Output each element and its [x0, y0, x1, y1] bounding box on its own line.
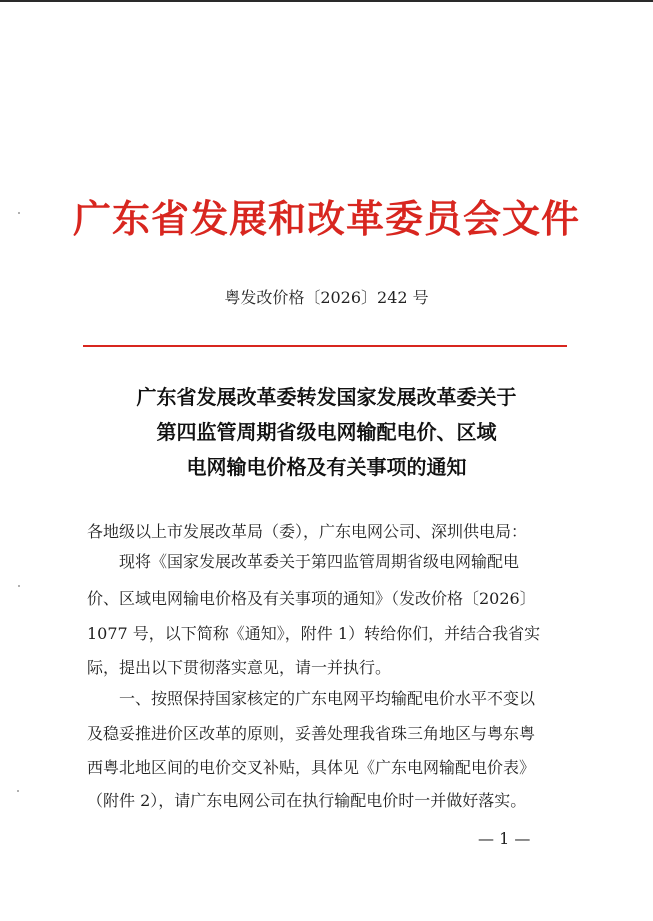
notice-title-line: 广东省发展改革委转发国家发展改革委关于	[136, 385, 517, 409]
scan-speck	[17, 790, 19, 792]
document-number: 粤发改价格〔2026〕242 号	[224, 288, 429, 307]
paragraph-1-line: 价、区域电网输电价格及有关事项的通知》（发改价格〔2026〕	[87, 589, 536, 608]
page-top-border	[0, 0, 653, 2]
notice-title	[0, 380, 653, 485]
paragraph-2-line: 及稳妥推进价区改革的原则，妥善处理我省珠三角地区与粤东粤	[87, 724, 536, 743]
salutation: 各地级以上市发展改革局（委），广东电网公司、深圳供电局：	[87, 522, 528, 541]
notice-title-line: 第四监管周期省级电网输配电价、区域	[156, 420, 497, 444]
page-number: — 1 —	[478, 829, 531, 848]
issuer-title: 广东省发展和改革委员会文件	[72, 196, 580, 241]
notice-title-line: 电网输电价格及有关事项的通知	[186, 455, 467, 479]
paragraph-2-line: （附件 2），请广东电网公司在执行输配电价时一并做好落实。	[87, 791, 527, 810]
paragraph-1-line: 现将《国家发展改革委关于第四监管周期省级电网输配电	[119, 552, 520, 571]
red-separator-line	[83, 345, 567, 347]
paragraph-1-line: 1077 号，以下简称《通知》，附件 1）转给你们，并结合我省实	[87, 624, 541, 643]
paragraph-1-line: 际，提出以下贯彻落实意见，请一并执行。	[87, 658, 392, 677]
paragraph-2-line: 西粤北地区间的电价交叉补贴，具体见《广东电网输配电价表》	[87, 758, 536, 777]
paragraph-2-line: 一、按照保持国家核定的广东电网平均输配电价水平不变以	[119, 689, 536, 708]
scan-speck	[18, 585, 20, 587]
